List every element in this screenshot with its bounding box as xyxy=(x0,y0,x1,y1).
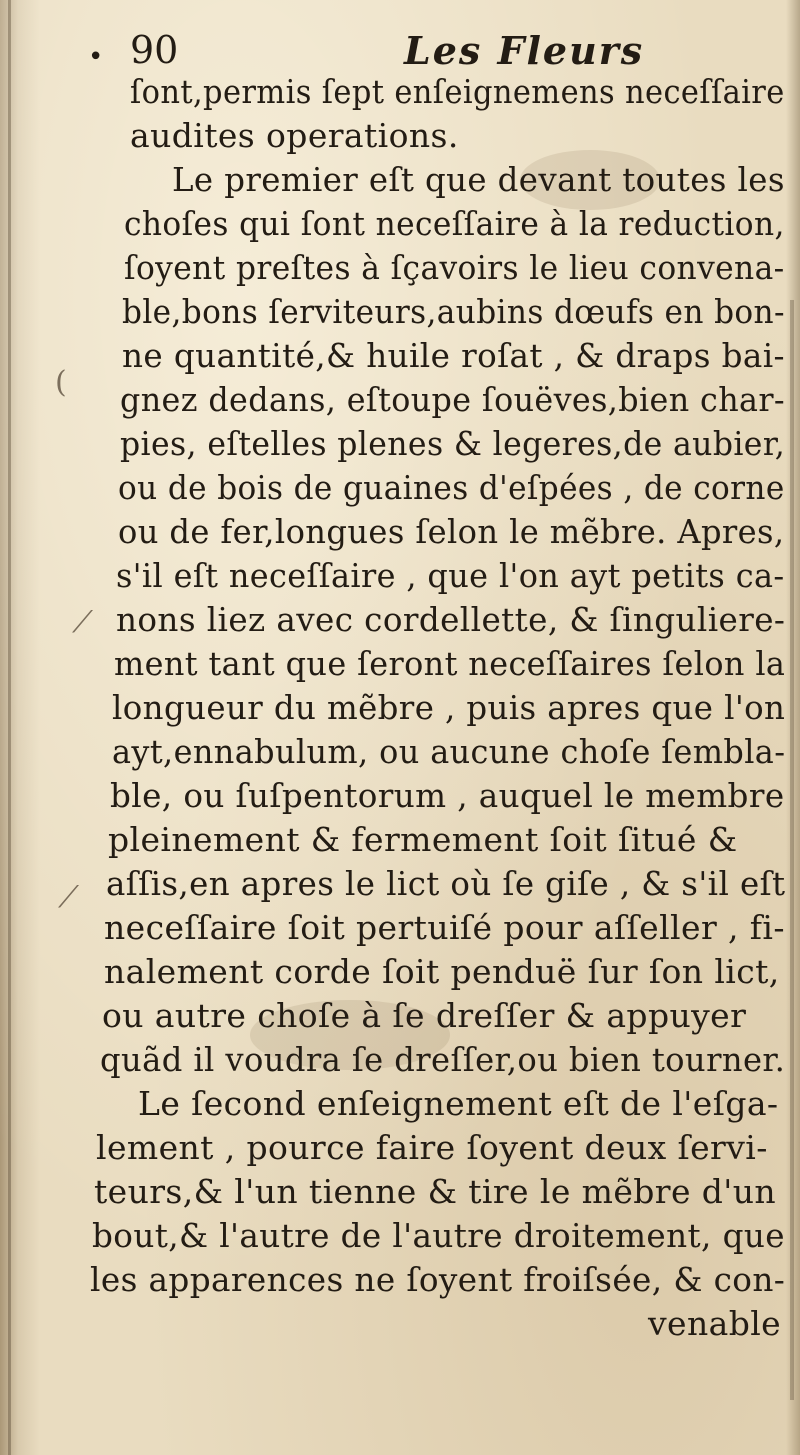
text-line: ou de fer,longues ſelon le mẽbre. Apres, xyxy=(118,512,785,551)
text-line: ne quantité,& huile roſat , & draps bai- xyxy=(122,336,785,375)
text-line: ayt,ennabulum, ou aucune choſe ſembla- xyxy=(112,732,786,771)
page-edge xyxy=(790,300,794,1400)
text-line: neceſſaire ſoit pertuiſé pour aſſeller , fi- xyxy=(104,908,785,947)
margin-mark: ⟋ xyxy=(72,605,93,640)
text-line: pies, eſtelles plenes & legeres,de aubier, xyxy=(120,424,786,463)
text-line: ment tant que ſeront neceſſaires ſelon la xyxy=(114,644,786,683)
text-line: ble, ou ſuſpentorum , auquel le membre xyxy=(110,776,785,815)
text-line: nalement corde ſoit penduë ſur ſon lict, xyxy=(104,952,780,991)
text-line: longueur du mẽbre , puis apres que l'on xyxy=(112,688,786,727)
text-line: choſes qui ſont neceſſaire à la reduction, xyxy=(124,204,785,243)
text-line: audites operations. xyxy=(130,116,459,155)
header-bullet: • xyxy=(88,42,104,72)
text-line: ou de bois de guaines d'eſpées , de corne xyxy=(118,468,785,507)
text-line: gnez dedans, eſtoupe ſouëves,bien char- xyxy=(120,380,786,419)
page-number: 90 xyxy=(130,28,179,72)
text-line: quãd il voudra ſe dreſſer,ou bien tourner. xyxy=(100,1040,786,1079)
text-line: aſſis,en apres le lict où ſe giſe , & s'il eſt xyxy=(106,864,786,903)
text-line: lement , pource faire ſoyent deux ſervi- xyxy=(96,1128,768,1167)
text-line: ſoyent preſtes à ſçavoirs le lieu convena- xyxy=(124,248,785,287)
margin-mark: ⟋ xyxy=(58,880,79,915)
text-line: nons liez avec cordellette, & ſinguliere- xyxy=(116,600,786,639)
text-line: s'il eſt neceſſaire , que l'on ayt petits ca- xyxy=(116,556,785,595)
text-line: ou autre choſe à ſe dreſſer & appuyer xyxy=(102,996,747,1035)
text-line: pleinement & fermement ſoit ſitué & xyxy=(108,820,738,859)
text-line: ſont,permis ſept enſeignemens neceſſaire xyxy=(130,72,785,111)
text-line: teurs,& l'un tienne & tire le mẽbre d'un xyxy=(94,1172,777,1211)
running-title: Les Fleurs xyxy=(404,28,645,73)
text-line: les apparences ne ſoyent froiſsée, & con- xyxy=(90,1260,786,1299)
text-line: bout,& l'autre de l'autre droitement, que xyxy=(92,1216,785,1255)
margin-mark: ( xyxy=(55,365,67,400)
binding-gutter xyxy=(8,0,11,1455)
catchword: venable xyxy=(648,1304,782,1343)
text-line: Le premier eſt que devant toutes les xyxy=(172,160,785,199)
text-line: ble,bons ſerviteurs,aubins dœufs en bon- xyxy=(122,292,785,331)
text-line: Le ſecond enſeignement eſt de l'eſga- xyxy=(138,1084,779,1123)
